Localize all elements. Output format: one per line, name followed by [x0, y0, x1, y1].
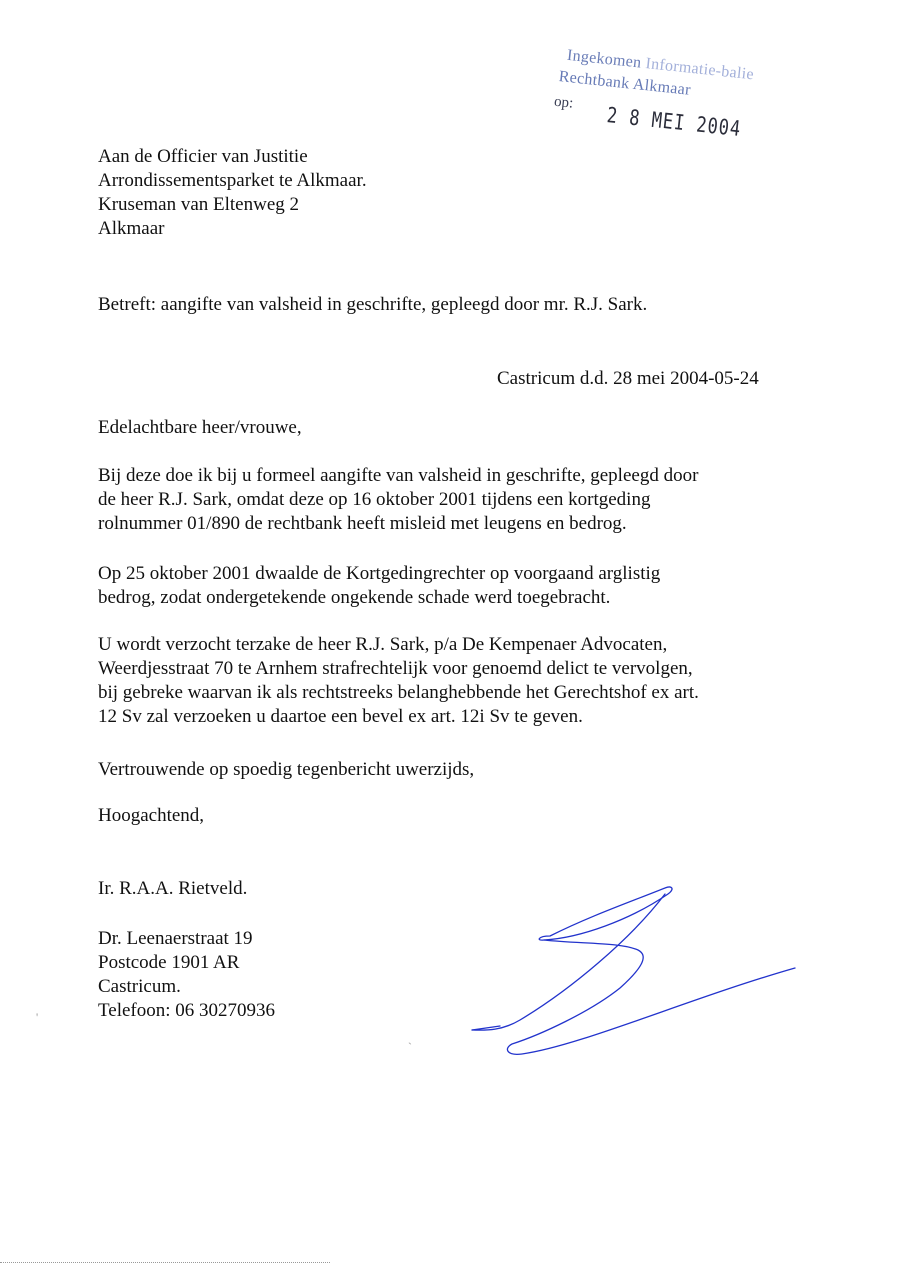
paragraph-line: 12 Sv zal verzoeken u daartoe een bevel ex art. 12i Sv te geven. — [98, 706, 583, 727]
recipient-line: Arrondissementsparket te Alkmaar. — [98, 170, 367, 191]
recipient-line: Kruseman van Eltenweg 2 — [98, 194, 300, 215]
paragraph-line: bij gebreke waarvan ik als rechtstreeks belanghebbende het Gerechtshof ex art. — [98, 682, 699, 703]
paragraph-line: U wordt verzocht terzake de heer R.J. Sark, p/a De Kempenaer Advocaten, — [98, 634, 668, 655]
paragraph-line: rolnummer 01/890 de rechtbank heeft misleid met leugens en bedrog. — [98, 513, 627, 534]
paragraph-line: Op 25 oktober 2001 dwaalde de Kortgedingrechter op voorgaand arglistig — [98, 563, 661, 584]
sender-name: Ir. R.A.A. Rietveld. — [98, 878, 248, 899]
body-paragraph-1 — [98, 464, 698, 536]
salutation: Edelachtbare heer/vrouwe, — [98, 417, 302, 438]
stamp-label: op: — [553, 93, 575, 112]
stamp-date: 2 8 MEI 2004 — [605, 103, 743, 143]
signature-strokes — [472, 887, 795, 1054]
received-stamp — [550, 46, 799, 171]
sender-address — [98, 927, 275, 1023]
paragraph-line: de heer R.J. Sark, omdat deze op 16 oktober 2001 tijdens een kortgeding — [98, 489, 651, 510]
paragraph-line: Bij deze doe ik bij u formeel aangifte van valsheid in geschrifte, gepleegd door — [98, 465, 699, 486]
stamp-line-1-b: Informatie-balie — [644, 55, 755, 84]
closing-line: Vertrouwende op spoedig tegenbericht uwerzijds, — [98, 759, 475, 780]
stamp-line-1-a: Ingekomen — [566, 46, 643, 72]
recipient-line: Alkmaar — [98, 218, 165, 239]
paragraph-line: bedrog, zodat ondergetekende ongekende schade werd toegebracht. — [98, 587, 611, 608]
stamp-line-2: Rechtbank Alkmaar — [557, 68, 692, 99]
body-paragraph-3 — [98, 633, 699, 729]
recipient-line: Aan de Officier van Justitie — [98, 146, 308, 167]
scan-speck: ` — [408, 1040, 412, 1054]
place-date: Castricum d.d. 28 mei 2004-05-24 — [497, 368, 759, 389]
sender-address-line: Castricum. — [98, 976, 181, 997]
recipient-address — [98, 145, 367, 241]
sender-address-line: Dr. Leenaerstraat 19 — [98, 928, 253, 949]
subject-line: Betreft: aangifte van valsheid in geschrifte, gepleegd door mr. R.J. Sark. — [98, 294, 648, 315]
scan-speck: ' — [36, 1010, 39, 1024]
scan-edge-line — [0, 1262, 330, 1263]
paragraph-line: Weerdjesstraat 70 te Arnhem strafrechtelijk voor genoemd delict te vervolgen, — [98, 658, 693, 679]
closing: Hoogachtend, — [98, 805, 205, 826]
sender-address-line: Postcode 1901 AR — [98, 952, 240, 973]
sender-address-line: Telefoon: 06 30270936 — [98, 1000, 276, 1021]
handwritten-signature — [460, 880, 800, 1060]
body-paragraph-2 — [98, 562, 660, 610]
